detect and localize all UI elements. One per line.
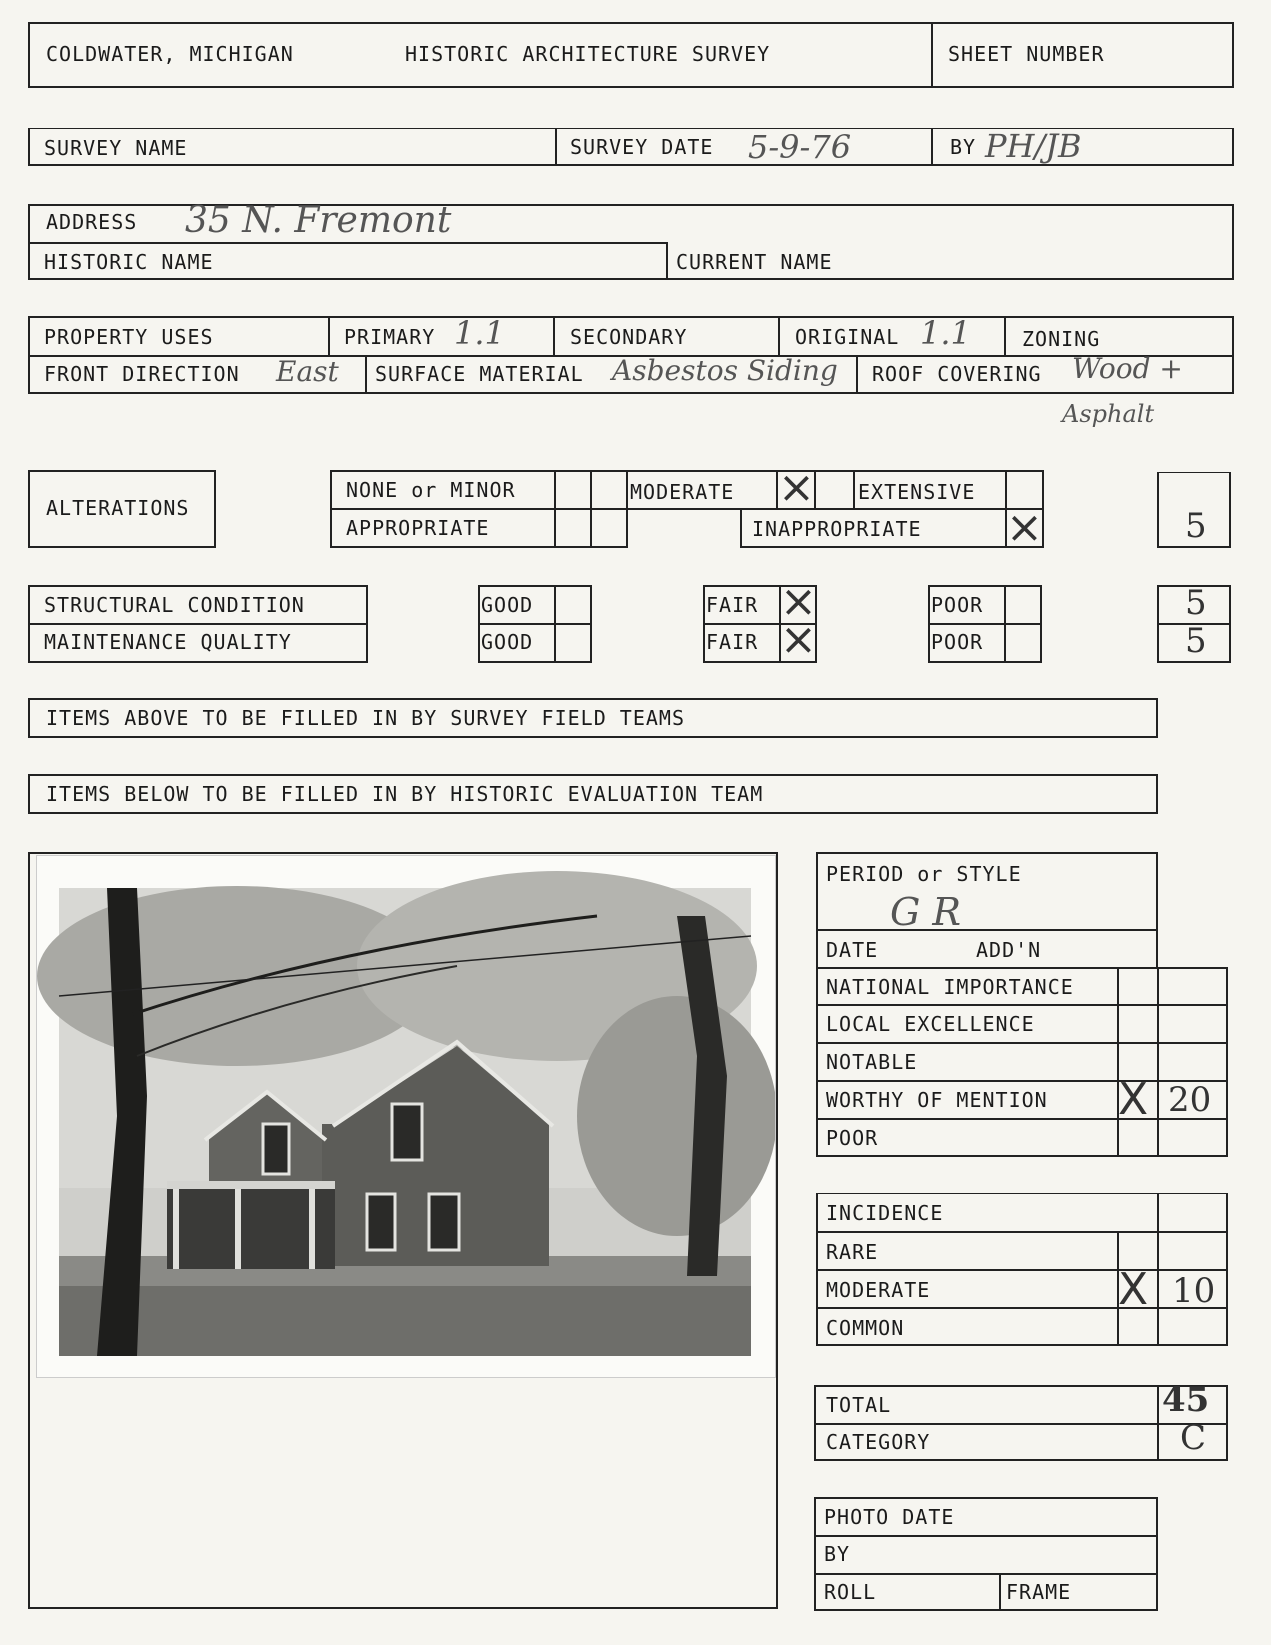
roof-covering-label: ROOF COVERING	[872, 362, 1042, 386]
alt-appropriate: APPROPRIATE	[346, 516, 490, 540]
property-uses-label: PROPERTY USES	[44, 325, 214, 349]
date-label: DATE	[826, 938, 879, 962]
local-excellence-label: LOCAL EXCELLENCE	[826, 1012, 1035, 1036]
rare-label: RARE	[826, 1240, 879, 1264]
addn-label: ADD'N	[976, 938, 1042, 962]
notes-above: ITEMS ABOVE TO BE FILLED IN BY SURVEY FIELD TEAMS	[46, 706, 686, 730]
front-direction-value[interactable]: East	[276, 355, 339, 388]
maintenance-quality-label: MAINTENANCE QUALITY	[44, 630, 292, 654]
structural-fair-check[interactable]: ×	[780, 576, 817, 627]
incidence-label: INCIDENCE	[826, 1201, 944, 1225]
alterations-score[interactable]: 5	[1185, 506, 1207, 546]
original-value[interactable]: 1.1	[920, 314, 971, 352]
worthy-of-mention-label: WORTHY OF MENTION	[826, 1088, 1048, 1112]
house-photo-image	[37, 856, 775, 1377]
secondary-label: SECONDARY	[570, 325, 688, 349]
notes-below: ITEMS BELOW TO BE FILLED IN BY HISTORIC EVALUATION TEAM	[46, 782, 764, 806]
address-value[interactable]: 35 N. Fremont	[185, 200, 452, 241]
alt-moderate: MODERATE	[630, 480, 735, 504]
alterations-label: ALTERATIONS	[46, 496, 190, 520]
sheet-number-label: SHEET NUMBER	[948, 42, 1105, 66]
original-label: ORIGINAL	[795, 325, 900, 349]
category-value[interactable]: C	[1180, 1418, 1207, 1458]
alt-extensive: EXTENSIVE	[858, 480, 976, 504]
alt-moderate-check[interactable]: ×	[778, 462, 815, 513]
front-direction-label: FRONT DIRECTION	[44, 362, 240, 386]
photo-by-label: BY	[824, 1542, 851, 1566]
roof-covering-value-2[interactable]: Asphalt	[1062, 400, 1155, 428]
poor-label: POOR	[826, 1126, 879, 1150]
worthy-of-mention-score[interactable]: 20	[1168, 1080, 1212, 1120]
structural-good: GOOD	[481, 593, 534, 617]
alt-none-minor: NONE or MINOR	[346, 478, 516, 502]
maintenance-good: GOOD	[481, 630, 534, 654]
surface-material-label: SURFACE MATERIAL	[375, 362, 584, 386]
zoning-label: ZONING	[1022, 327, 1101, 351]
survey-date-value[interactable]: 5-9-76	[748, 128, 852, 166]
maintenance-fair: FAIR	[706, 630, 759, 654]
notable-label: NOTABLE	[826, 1050, 918, 1074]
alt-inappropriate: INAPPROPRIATE	[752, 517, 922, 541]
current-name-label: CURRENT NAME	[676, 250, 833, 274]
photo-date-label: PHOTO DATE	[824, 1505, 955, 1529]
alt-inappropriate-check[interactable]: ×	[1006, 502, 1043, 553]
structural-fair: FAIR	[706, 593, 759, 617]
worthy-of-mention-check[interactable]: X	[1118, 1074, 1149, 1125]
address-label: ADDRESS	[46, 210, 138, 234]
maintenance-poor: POOR	[931, 630, 984, 654]
structural-score[interactable]: 5	[1185, 583, 1207, 623]
historic-name-label: HISTORIC NAME	[44, 250, 214, 274]
surface-material-value[interactable]: Asbestos Siding	[612, 354, 838, 387]
moderate-check[interactable]: X	[1118, 1264, 1149, 1315]
structural-condition-label: STRUCTURAL CONDITION	[44, 593, 305, 617]
survey-title: HISTORIC ARCHITECTURE SURVEY	[405, 42, 771, 66]
total-value[interactable]: 45	[1162, 1380, 1210, 1420]
city-label: COLDWATER, MICHIGAN	[46, 42, 294, 66]
primary-label: PRIMARY	[344, 325, 436, 349]
maintenance-fair-check[interactable]: ×	[780, 614, 817, 665]
total-label: TOTAL	[826, 1393, 892, 1417]
moderate-score[interactable]: 10	[1172, 1271, 1216, 1311]
frame-label: FRAME	[1006, 1580, 1072, 1604]
common-label: COMMON	[826, 1316, 905, 1340]
roll-label: ROLL	[824, 1580, 877, 1604]
category-label: CATEGORY	[826, 1430, 931, 1454]
period-value[interactable]: G R	[890, 890, 962, 934]
structural-poor: POOR	[931, 593, 984, 617]
house-photo	[36, 855, 776, 1378]
national-importance-label: NATIONAL IMPORTANCE	[826, 975, 1074, 999]
header-divider	[931, 22, 933, 88]
survey-name-label: SURVEY NAME	[44, 136, 188, 160]
survey-by-value[interactable]: PH/JB	[985, 127, 1082, 165]
roof-covering-value-1[interactable]: Wood +	[1072, 352, 1183, 385]
maintenance-score[interactable]: 5	[1185, 621, 1207, 661]
moderate-label: MODERATE	[826, 1278, 931, 1302]
period-label: PERIOD or STYLE	[826, 862, 1022, 886]
survey-by-label: BY	[950, 135, 977, 159]
primary-value[interactable]: 1.1	[454, 314, 505, 352]
survey-date-label: SURVEY DATE	[570, 135, 714, 159]
